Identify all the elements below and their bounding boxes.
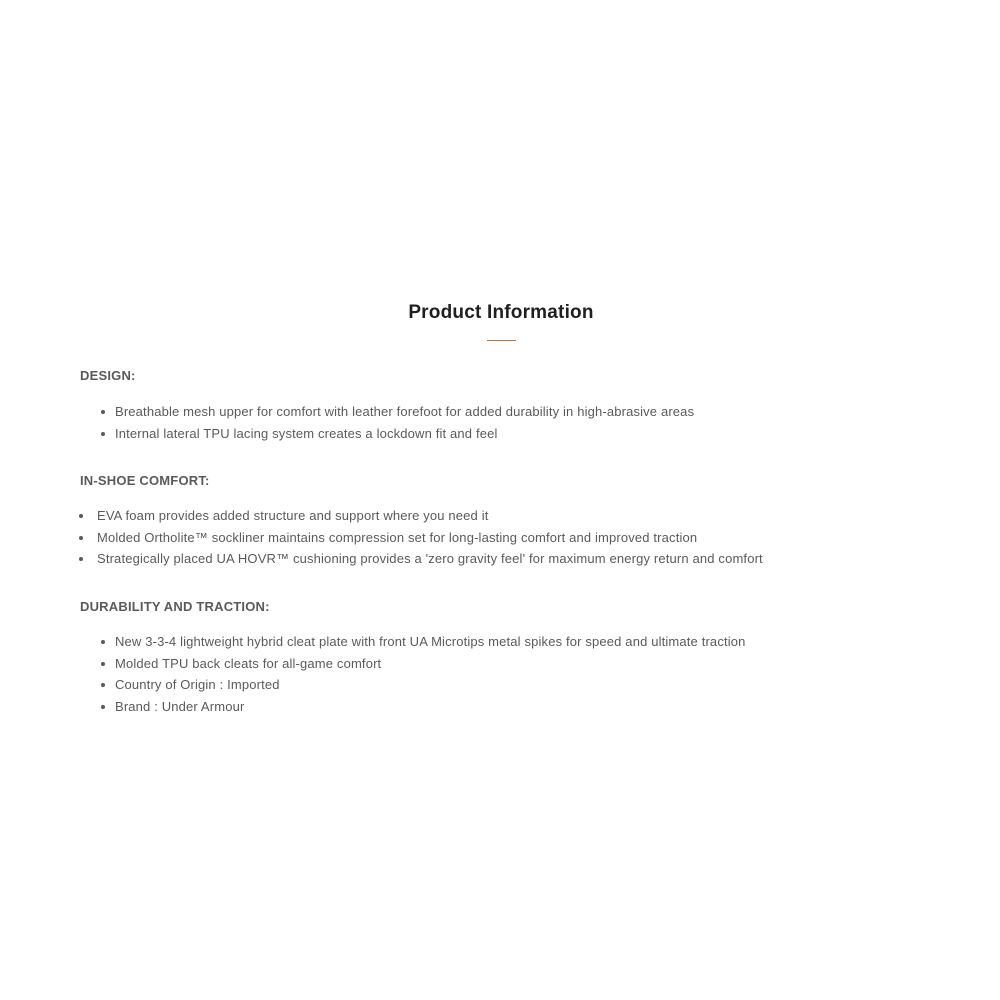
list-item-text: Brand : Under Armour (115, 698, 245, 714)
bullet-icon (101, 410, 105, 414)
bullet-icon (101, 705, 105, 709)
title-divider (487, 340, 516, 341)
list-item (115, 674, 746, 696)
design-list (115, 401, 694, 444)
bullet-icon (101, 662, 105, 666)
list-item (115, 401, 694, 423)
bullet-icon (79, 557, 83, 561)
list-item-text: Strategically placed UA HOVR™ cushioning provides a 'zero gravity feel' for maximum energy return and comfort (97, 551, 763, 566)
bullet-icon (101, 640, 105, 644)
list-item (97, 527, 763, 549)
section-heading-in-shoe-comfort: IN-SHOE COMFORT: (80, 473, 210, 488)
list-item (115, 696, 746, 718)
section-heading-durability-and-traction: DURABILITY AND TRACTION: (80, 599, 270, 614)
list-item (115, 653, 746, 675)
list-item-text: EVA foam provides added structure and support where you need it (97, 508, 489, 523)
list-item (97, 505, 763, 527)
bullet-icon (79, 536, 83, 540)
in-shoe-comfort-list (97, 505, 763, 570)
bullet-icon (101, 432, 105, 436)
list-item-text: New 3-3-4 lightweight hybrid cleat plate with front UA Microtips metal spikes for speed and ultimate traction (115, 634, 746, 649)
list-item-text: Internal lateral TPU lacing system creates a lockdown fit and feel (115, 425, 498, 441)
durability-and-traction-list (115, 631, 746, 717)
page-title: Product Information (408, 302, 594, 323)
list-item-text: Country of Origin : Imported (115, 677, 280, 692)
bullet-icon (79, 514, 83, 518)
list-item-text: Molded TPU back cleats for all-game comfort (115, 655, 382, 671)
list-item-text: Molded Ortholite™ sockliner maintains compression set for long-lasting comfort and improved traction (97, 529, 698, 545)
list-item (115, 423, 694, 445)
list-item (115, 631, 746, 653)
list-item-text: Breathable mesh upper for comfort with leather forefoot for added durability in high-abrasive areas (115, 404, 695, 419)
section-heading-design: DESIGN: (80, 368, 136, 383)
list-item (97, 548, 763, 570)
bullet-icon (101, 683, 105, 687)
